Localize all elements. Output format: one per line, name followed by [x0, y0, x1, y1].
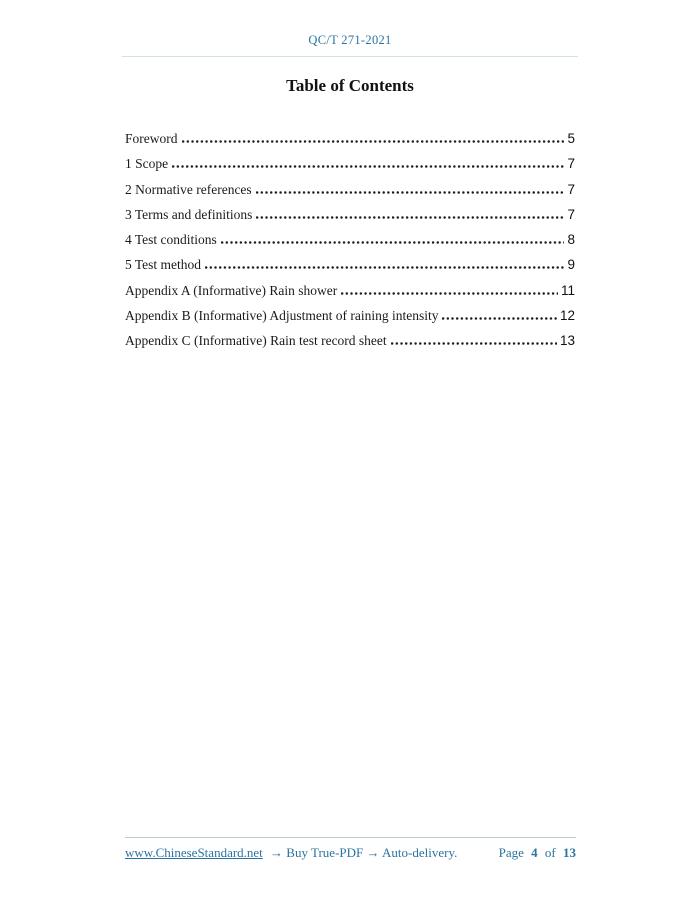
footer-tagline: → Buy True-PDF → Auto-delivery. [270, 845, 458, 860]
toc-entry-page-number: 9 [567, 257, 575, 273]
toc-entry-page-number: 13 [559, 333, 575, 349]
toc-entry-label: 1 Scope [125, 156, 169, 172]
toc-entry-page-number: 7 [567, 206, 575, 222]
toc-dot-leader [172, 165, 564, 168]
page-indicator-of-label: of [544, 845, 556, 860]
toc-dot-leader [442, 317, 557, 320]
page-title: Table of Contents [286, 76, 414, 95]
footer-promo [125, 845, 457, 861]
toc-dot-leader [205, 266, 564, 269]
page-indicator-total: 13 [563, 845, 576, 860]
page-indicator-label: Page [498, 845, 524, 860]
page-footer [125, 837, 576, 861]
toc-entry [125, 252, 575, 277]
toc-entry [125, 151, 575, 176]
toc-entry-page-number: 8 [567, 232, 575, 248]
toc-dot-leader [391, 342, 557, 345]
toc-dot-leader [221, 241, 565, 244]
doc-number: QC/T 271-2021 [308, 33, 392, 47]
toc-entry-label: Appendix A (Informative) Rain shower [125, 282, 338, 298]
toc-dot-leader [341, 292, 558, 295]
toc-entry-label: 4 Test conditions [125, 232, 217, 248]
toc-dot-leader [182, 140, 565, 143]
toc-entry-label: Appendix B (Informative) Adjustment of raining intensity [125, 308, 439, 324]
toc-entry [125, 126, 575, 151]
toc-entry-page-number: 7 [567, 156, 575, 172]
table-of-contents [125, 126, 575, 354]
toc-entry-label: Appendix C (Informative) Rain test record sheet [125, 333, 387, 349]
toc-entry [125, 227, 575, 252]
page-header [122, 0, 578, 57]
toc-entry-page-number: 5 [567, 131, 575, 146]
toc-entry [125, 177, 575, 202]
toc-entry [125, 328, 575, 353]
page-indicator [499, 845, 576, 861]
header-divider [122, 56, 578, 57]
toc-entry-page-number: 12 [559, 308, 575, 324]
toc-entry-label: 2 Normative references [125, 181, 252, 197]
toc-entry-label: Foreword [125, 131, 178, 146]
footer-website-link[interactable]: www.ChineseStandard.net [125, 845, 263, 860]
toc-dot-leader [256, 191, 565, 194]
page-indicator-current: 4 [531, 845, 538, 860]
toc-entry [125, 202, 575, 227]
toc-entry [125, 278, 575, 303]
toc-entry [125, 303, 575, 328]
toc-dot-leader [256, 216, 564, 219]
toc-entry-label: 3 Terms and definitions [125, 206, 253, 222]
toc-entry-page-number: 7 [567, 181, 575, 197]
toc-entry-page-number: 11 [560, 282, 575, 298]
toc-entry-label: 5 Test method [125, 257, 202, 273]
